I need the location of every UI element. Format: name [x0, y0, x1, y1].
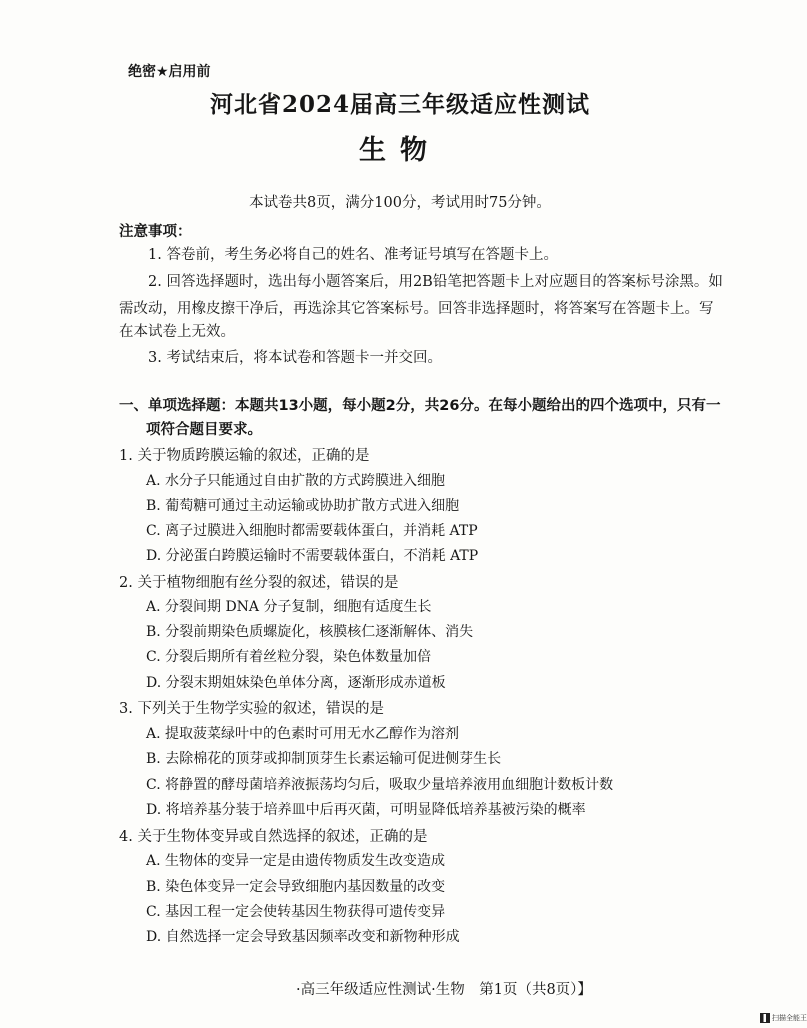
note-item: 1. 答卷前，考生务必将自己的姓名、准考证号填写在答题卡上。 — [148, 247, 558, 263]
section-heading: 一、单项选择题：本题共13小题，每小题2分，共26分。在每小题给出的四个选项中，只有一 — [119, 398, 721, 414]
confidential-label: 绝密★启用前 — [128, 64, 211, 80]
question-stem: 2. 关于植物细胞有丝分裂的叙述，错误的是 — [119, 575, 399, 591]
question-option: A. 水分子只能通过自由扩散的方式跨膜进入细胞 — [146, 473, 446, 489]
note-item: 在本试卷上无效。 — [119, 324, 235, 340]
question-option: B. 分裂前期染色质螺旋化，核膜核仁逐渐解体、消失 — [146, 624, 474, 640]
question-option: C. 将静置的酵母菌培养液振荡均匀后，吸取少量培养液用血细胞计数板计数 — [146, 777, 614, 793]
question-option: C. 分裂后期所有着丝粒分裂，染色体数量加倍 — [146, 649, 432, 665]
subject-title: 生物 — [359, 135, 441, 166]
note-item: 2. 回答选择题时，选出每小题答案后，用2B铅笔把答题卡上对应题目的答案标号涂黑。如 — [148, 274, 723, 290]
question-option: B. 去除棉花的顶芽或抑制顶芽生长素运输可促进侧芽生长 — [146, 751, 502, 767]
page-footer: ·高三年级适应性测试·生物 第1页（共8页）】 — [296, 982, 592, 998]
question-option: D. 分裂末期姐妹染色单体分离，逐渐形成赤道板 — [146, 675, 446, 691]
question-option: A. 分裂间期 DNA 分子复制，细胞有适度生长 — [146, 599, 432, 615]
question-stem: 1. 关于物质跨膜运输的叙述，正确的是 — [119, 448, 370, 464]
section-heading-cont: 项符合题目要求。 — [146, 422, 262, 438]
question-option: D. 将培养基分装于培养皿中后再灭菌，可明显降低培养基被污染的概率 — [146, 802, 586, 818]
question-option: A. 生物体的变异一定是由遗传物质发生改变造成 — [146, 853, 446, 869]
note-item: 3. 考试结束后，将本试卷和答题卡一并交回。 — [148, 350, 442, 366]
qr-code-icon — [760, 1013, 770, 1023]
question-stem: 3. 下列关于生物学实验的叙述，错误的是 — [119, 701, 384, 717]
question-option: D. 分泌蛋白跨膜运输时不需要载体蛋白，不消耗 ATP — [146, 548, 479, 564]
question-stem: 4. 关于生物体变异或自然选择的叙述，正确的是 — [119, 829, 428, 845]
question-option: C. 离子过膜进入细胞时都需要载体蛋白，并消耗 ATP — [146, 523, 478, 539]
question-option: B. 染色体变异一定会导致细胞内基因数量的改变 — [146, 879, 446, 895]
scanner-watermark-text: 扫描全能王 — [772, 1014, 807, 1022]
question-option: A. 提取菠菜绿叶中的色素时可用无水乙醇作为溶剂 — [146, 726, 460, 742]
question-option: C. 基因工程一定会使转基因生物获得可遗传变异 — [146, 904, 446, 920]
question-option: D. 自然选择一定会导致基因频率改变和新物种形成 — [146, 929, 460, 945]
scanner-watermark — [760, 1013, 807, 1023]
exam-info: 本试卷共8页，满分100分，考试用时75分钟。 — [249, 195, 551, 211]
note-item: 需改动，用橡皮擦干净后，再选涂其它答案标号。回答非选择题时，将答案写在答题卡上。写 — [119, 301, 714, 317]
question-option: B. 葡萄糖可通过主动运输或协助扩散方式进入细胞 — [146, 498, 460, 514]
exam-title: 河北省2024届高三年级适应性测试 — [209, 91, 590, 118]
notes-heading: 注意事项： — [119, 224, 192, 240]
